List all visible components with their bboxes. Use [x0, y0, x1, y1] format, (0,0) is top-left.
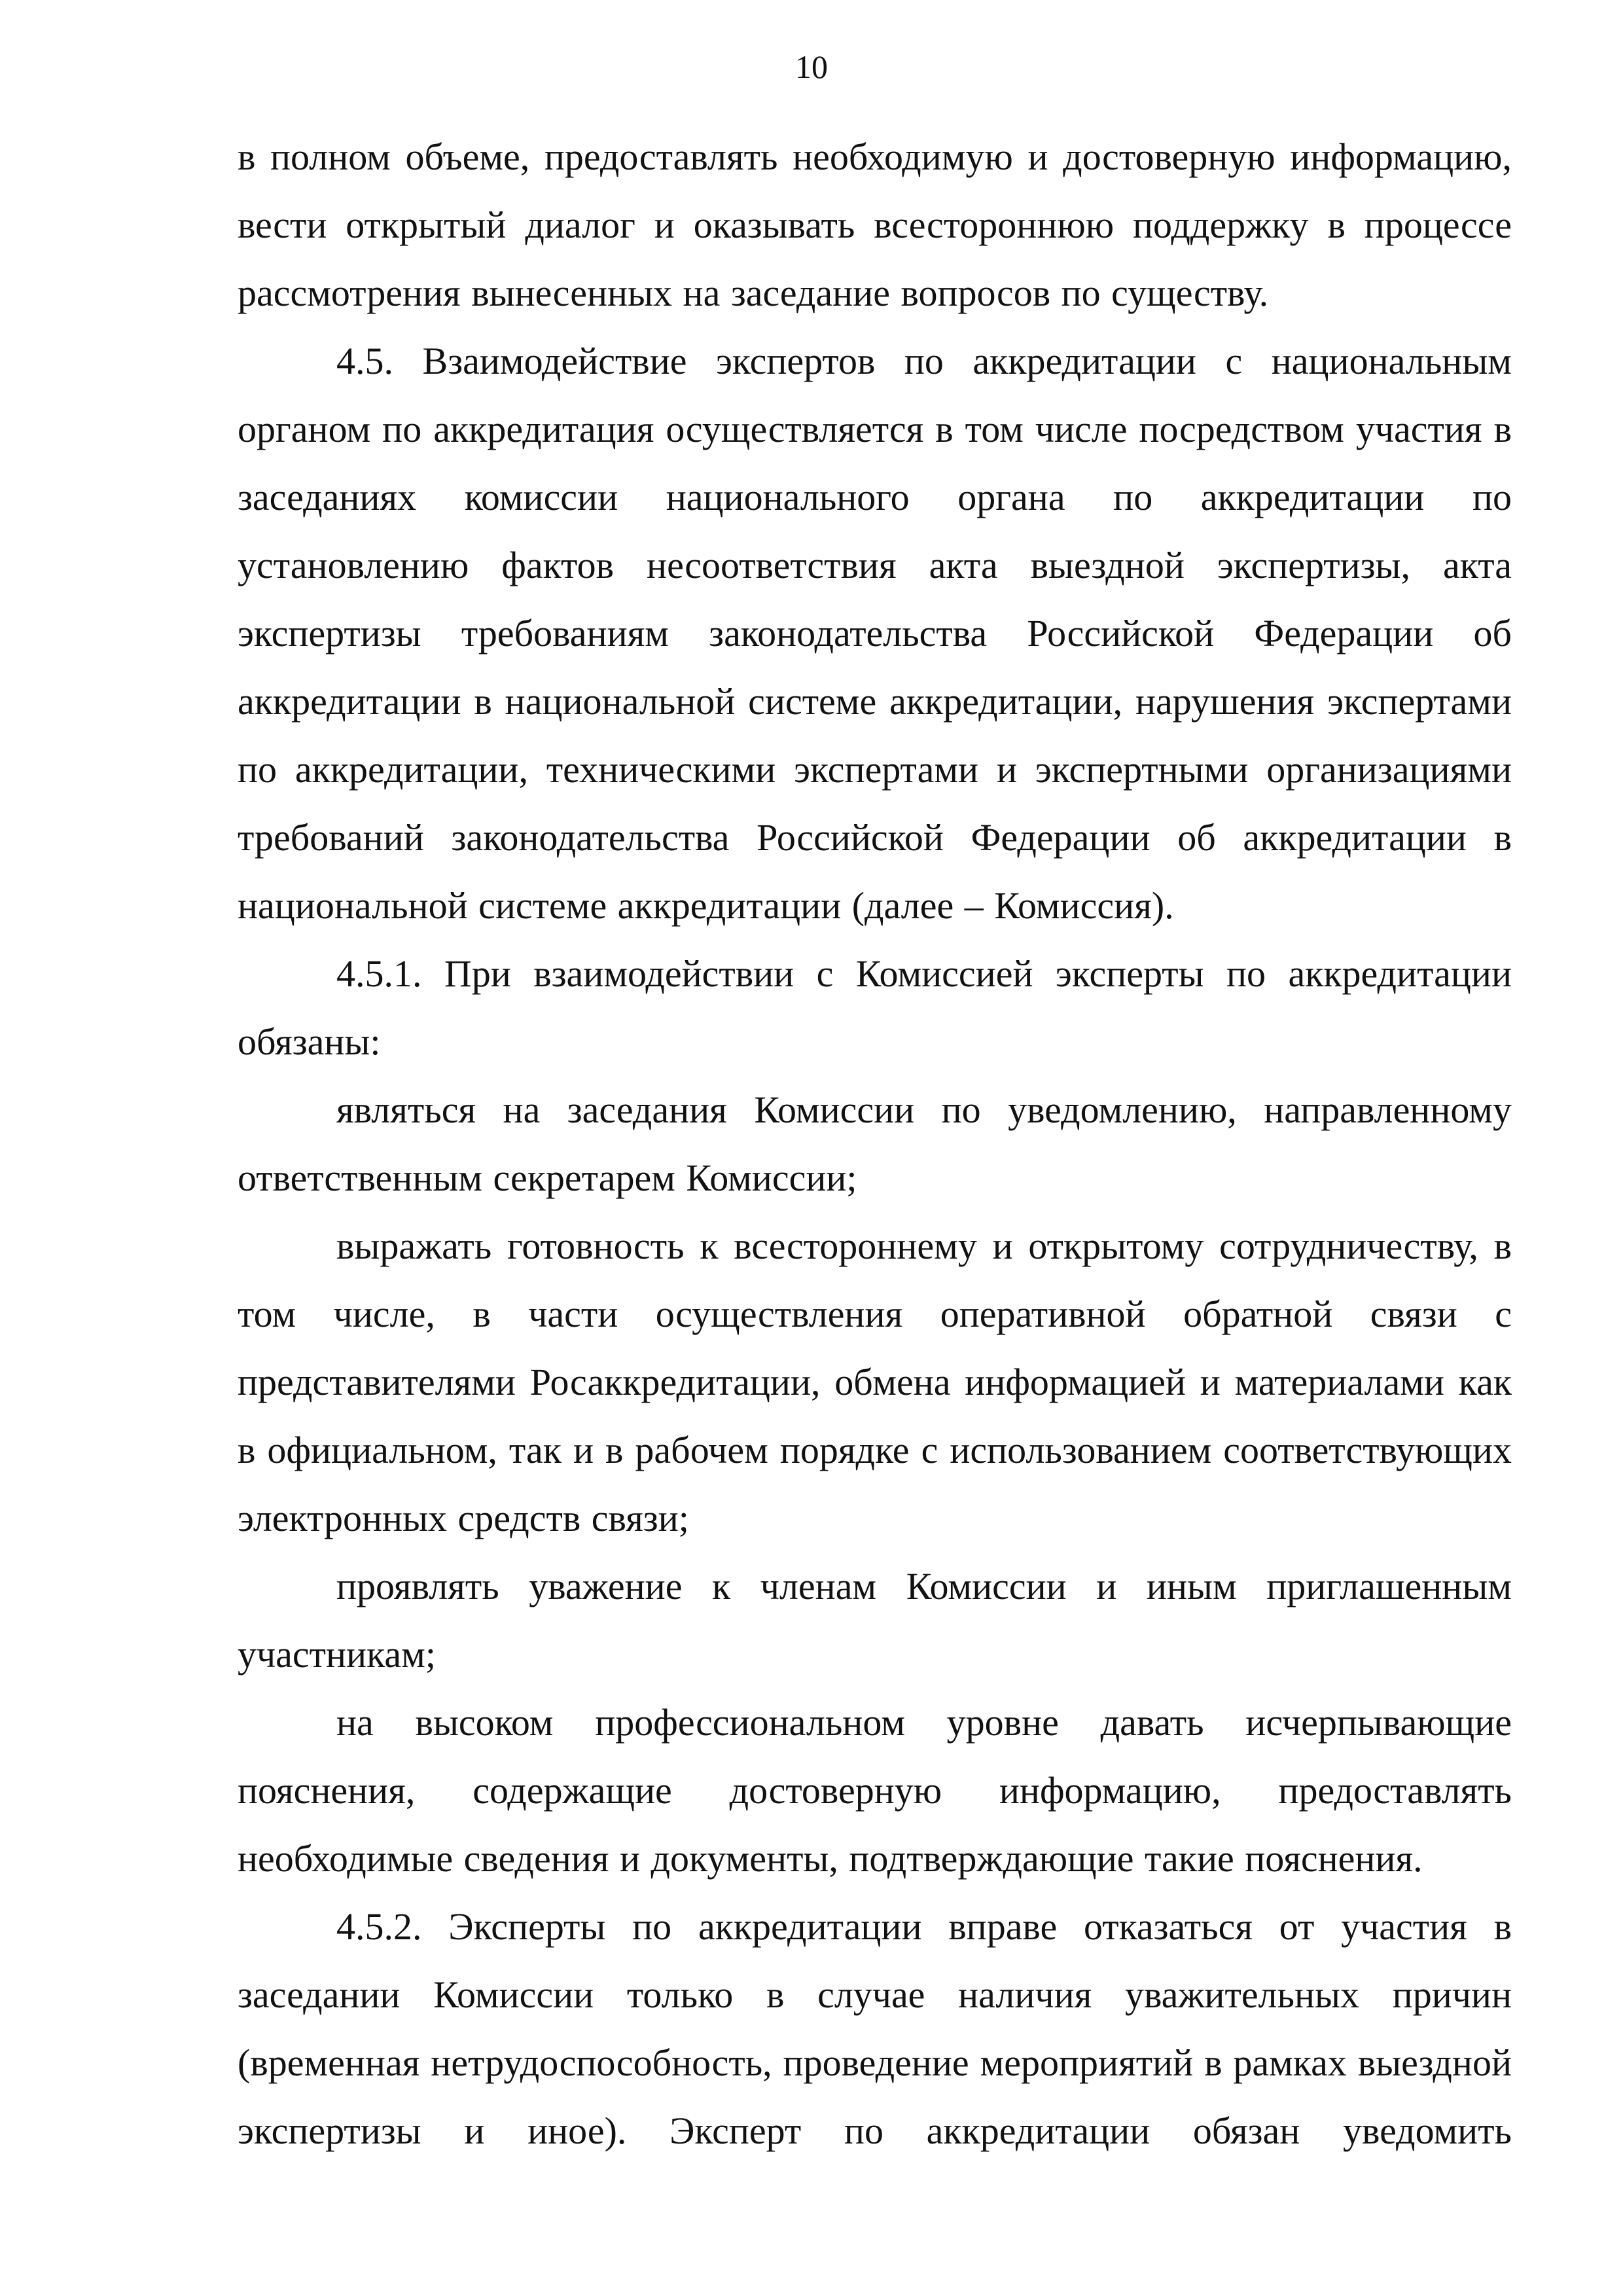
- obligation-item-respect: проявлять уважение к членам Комиссии и иным приглашенным участникам;: [238, 1565, 1512, 1676]
- paragraph-4-5-2: 4.5.2. Эксперты по аккредитации вправе отказаться от участия в заседании Комиссии только в случае наличия уважительных причин (временная нетрудоспособность, проведение мероприятий в рамках выездной экспертизы и иное). Эксперт по аккредитации обязан уведомить: [238, 1905, 1512, 2152]
- obligation-item-cooperate: выражать готовность к всестороннему и открытому сотрудничеству, в том числе, в части осуществления оперативной обратной связи с представителями Росаккредитации, обмена информацией и материалами как в официальном, так и в рабочем порядке с использованием соответствующих электронных средств связи;: [238, 1225, 1512, 1539]
- obligation-item-explanations: на высоком профессиональном уровне давать исчерпывающие пояснения, содержащие достоверную информацию, предоставлять необходимые сведения и документы, подтверждающие такие пояснения.: [238, 1701, 1512, 1880]
- document-body: [238, 123, 1512, 2165]
- paragraph-4-5: 4.5. Взаимодействие экспертов по аккредитации с национальным органом по аккредитация осуществляется в том числе посредством участия в заседаниях комиссии национального органа по аккредитации по установлению фактов несоответствия акта выездной экспертизы, акта экспертизы требованиям законодательства Российской Федерации об аккредитации в национальной системе аккредитации, нарушения экспертами по аккредитации, техническими экспертами и экспертными организациями требований законодательства Российской Федерации об аккредитации в национальной системе аккредитации (далее – Комиссия).: [238, 340, 1512, 927]
- paragraph-4-5-1: 4.5.1. При взаимодействии с Комиссией эксперты по аккредитации обязаны:: [238, 952, 1512, 1063]
- paragraph-continuation: в полном объеме, предоставлять необходимую и достоверную информацию, вести открытый диалог и оказывать всестороннюю поддержку в процессе рассмотрения вынесенных на заседание вопросов по существу.: [238, 135, 1512, 314]
- obligation-item-attend: являться на заседания Комиссии по уведомлению, направленному ответственным секретарем Комиссии;: [238, 1088, 1512, 1199]
- page-number: 10: [795, 48, 828, 85]
